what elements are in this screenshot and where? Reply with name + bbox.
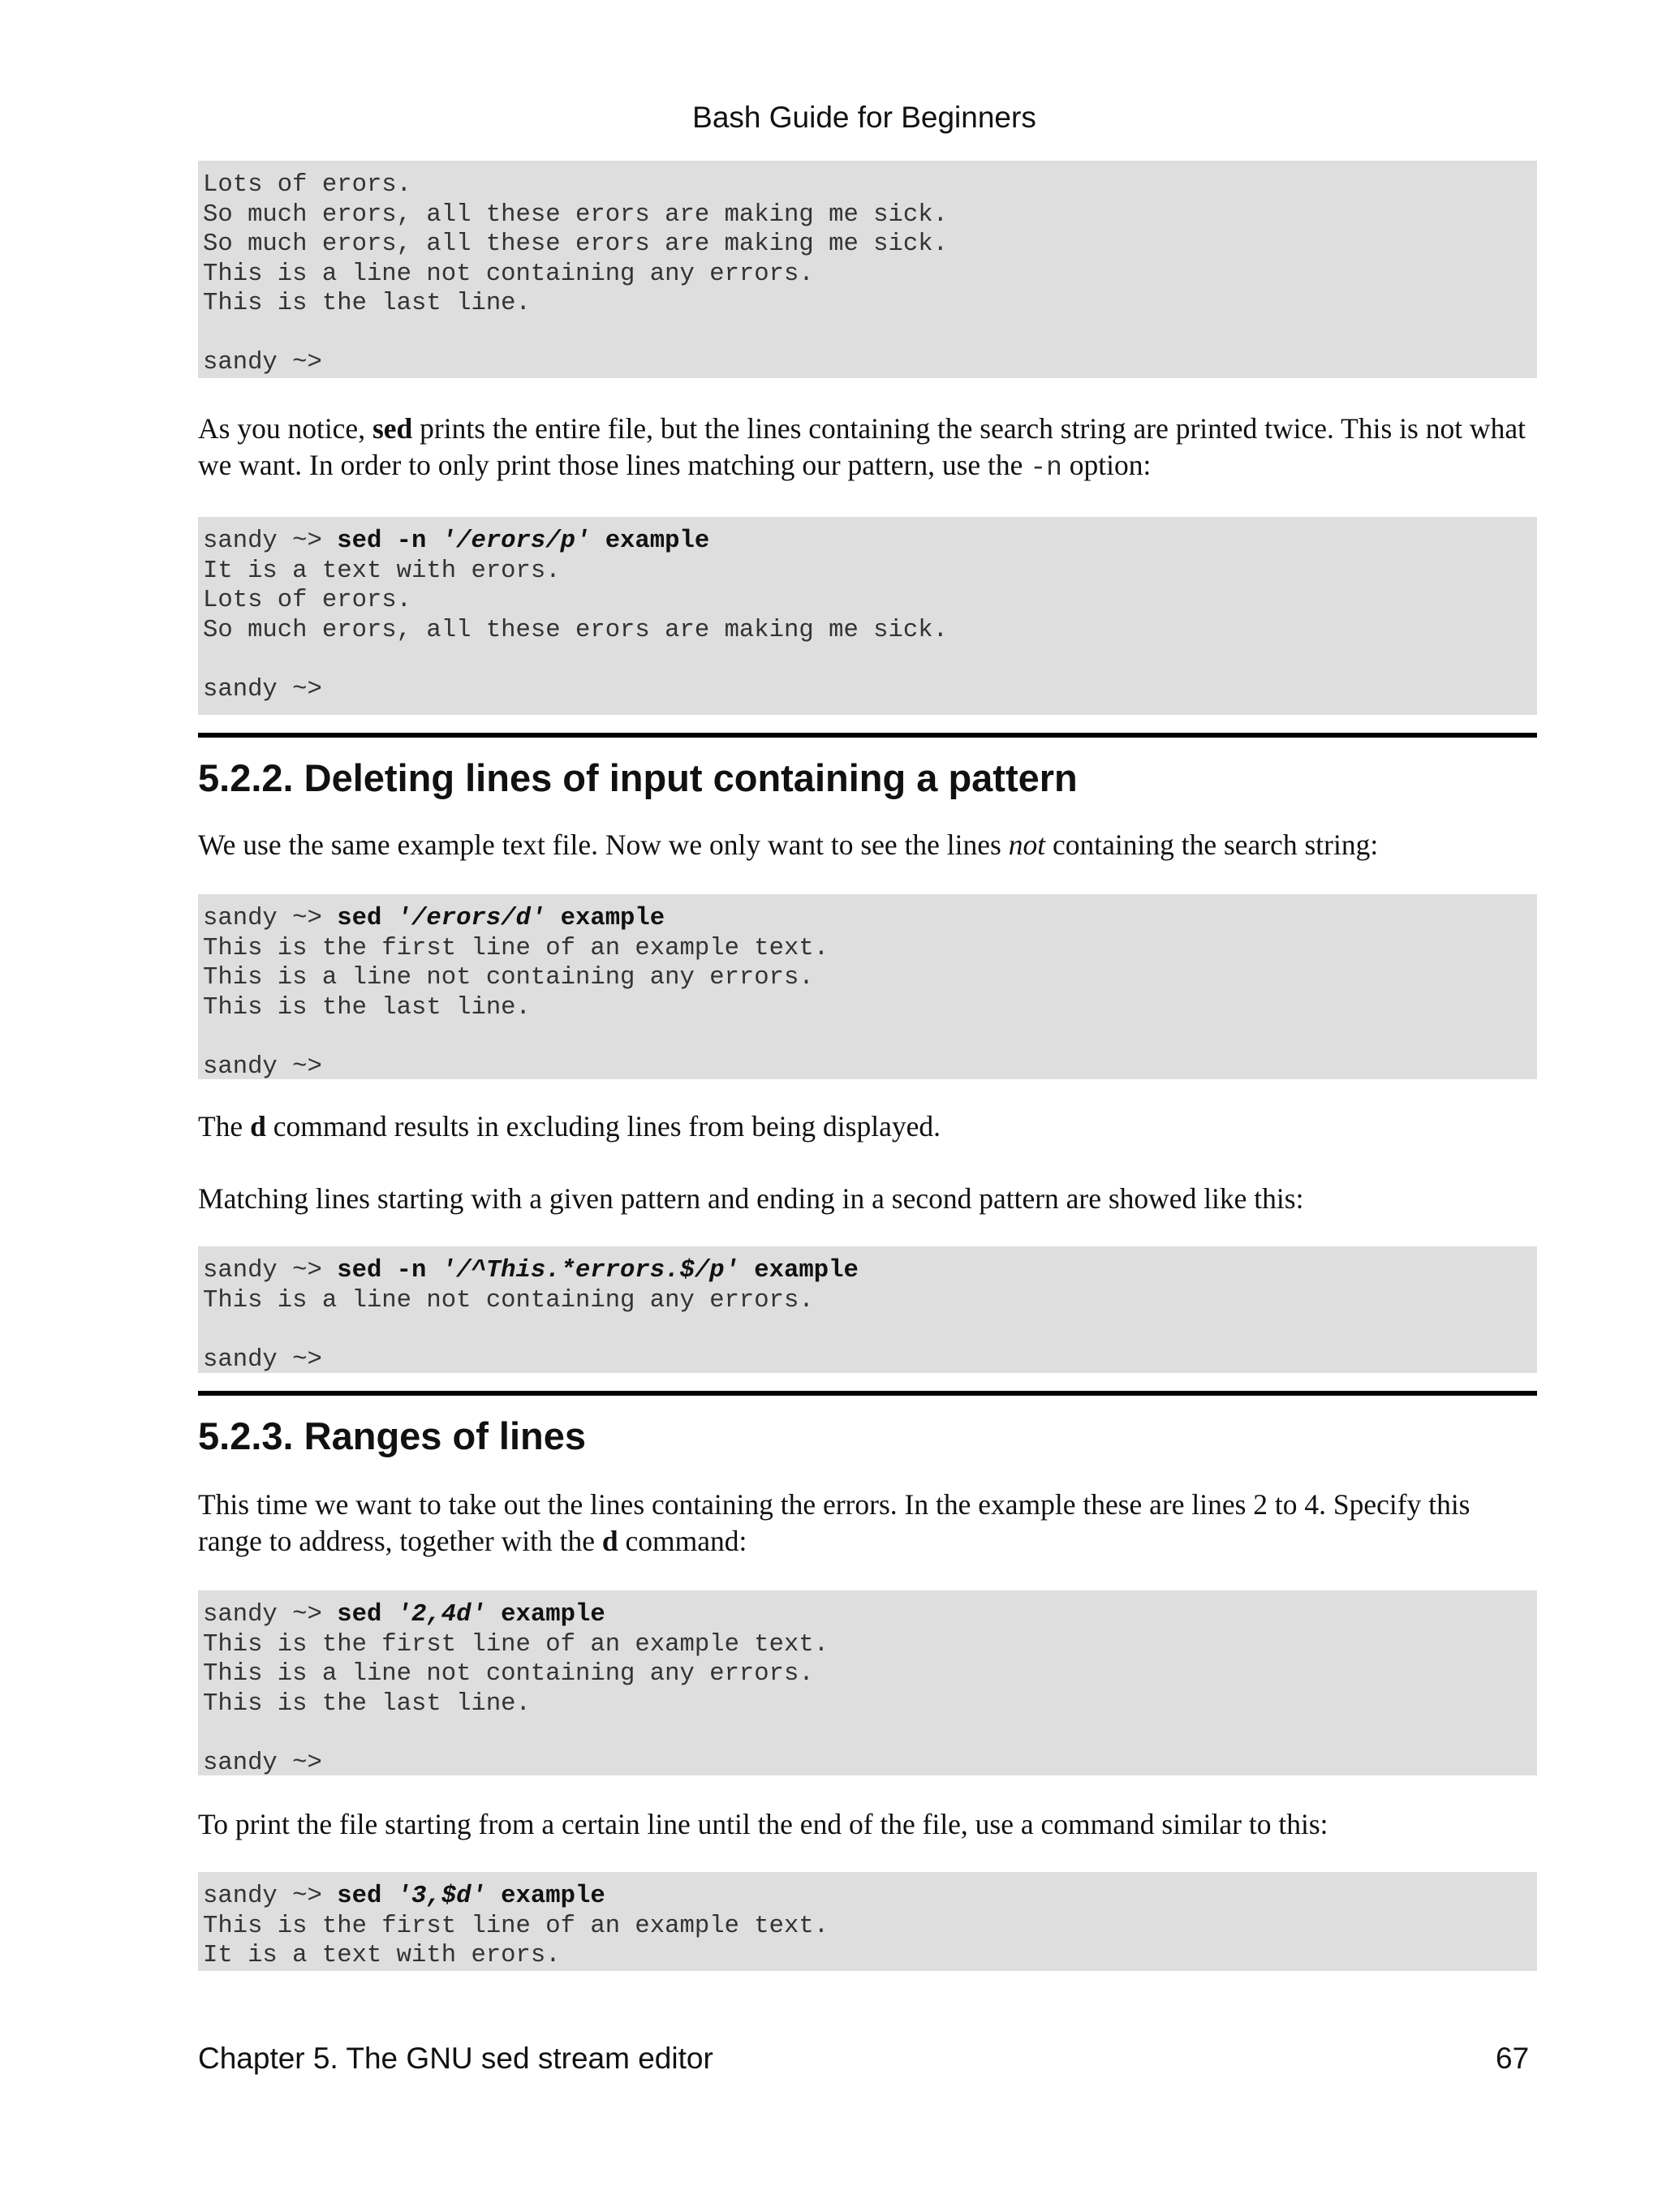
text-run: We use the same example text file. Now we only want to see the lines — [198, 828, 1009, 861]
inline-code-option: -n — [1030, 453, 1062, 483]
paragraph-same-example — [198, 827, 1537, 863]
text-run: command results in excluding lines from being displayed. — [265, 1110, 941, 1143]
page-content — [198, 161, 1537, 1971]
code-line: This is the first line of an example text. — [203, 1912, 829, 1940]
section-divider — [198, 1391, 1537, 1396]
code-line: This is a line not containing any errors. — [203, 1286, 814, 1315]
code-block-sed-regex-range — [198, 1246, 1537, 1373]
code-line: This is the first line of an example text. — [203, 1630, 829, 1659]
code-line: So much erors, all these erors are making me sick. — [203, 616, 948, 644]
command: sed -n — [337, 1257, 441, 1285]
code-line: So much erors, all these erors are making me sick. — [203, 230, 948, 258]
paragraph-matching-lines: Matching lines starting with a given pattern and ending in a second pattern are showed like this: — [198, 1182, 1304, 1215]
code-line: This is a line not containing any errors. — [203, 260, 814, 288]
paragraph-print-from-line: To print the file starting from a certain line until the end of the file, use a command similar to this: — [198, 1808, 1328, 1840]
command: example — [485, 1601, 605, 1629]
code-line: This is the last line. — [203, 290, 531, 317]
code-line: sandy ~> — [203, 1345, 322, 1373]
paragraph-d-command — [198, 1108, 1537, 1145]
text-run: The — [198, 1110, 251, 1143]
code-line: sandy ~> — [203, 675, 322, 704]
prompt: sandy ~> — [203, 905, 338, 932]
command-argument: '2,4d' — [396, 1601, 486, 1629]
code-line: sandy ~> — [203, 1052, 322, 1079]
command-argument: '3,$d' — [396, 1883, 486, 1910]
command: sed — [337, 1601, 397, 1629]
section-heading-5-2-2: 5.2.2. Deleting lines of input containing a pattern — [198, 756, 1078, 799]
command: example — [545, 905, 665, 932]
code-line: So much erors, all these erors are making me sick. — [203, 200, 948, 229]
code-line: This is the last line. — [203, 1689, 531, 1718]
footer-page-number: 67 — [1496, 2042, 1530, 2075]
text-run: command: — [618, 1525, 747, 1557]
code-line: sandy ~> — [203, 1749, 322, 1775]
bold-term-d: d — [601, 1525, 618, 1557]
text-run: prints the entire file, but the lines containing the search string are printed twice. This is not what we want. In order to only print those lines matching our pattern, use the — [198, 412, 1526, 481]
text-run: This time we want to take out the lines containing the errors. In the example these are lines 2 to 4. Specify this range to address, together with the — [198, 1488, 1470, 1557]
command: example — [485, 1883, 605, 1910]
emphasis-not: not — [1008, 828, 1046, 861]
code-line: This is a line not containing any errors. — [203, 1660, 814, 1688]
code-line: This is the last line. — [203, 993, 531, 1022]
prompt: sandy ~> — [203, 1601, 338, 1629]
text-run: As you notice, — [198, 412, 372, 445]
command: example — [590, 527, 710, 555]
prompt: sandy ~> — [203, 1257, 338, 1285]
code-block-sed-n-p — [198, 517, 1537, 715]
prompt: sandy ~> — [203, 527, 338, 555]
text-run: option: — [1061, 449, 1152, 481]
command: sed — [337, 905, 397, 932]
code-block-sed-2-4d — [198, 1590, 1537, 1775]
code-block-sed-d — [198, 894, 1537, 1079]
command: example — [738, 1257, 859, 1285]
code-line: Lots of erors. — [203, 171, 412, 199]
bold-term-d: d — [250, 1110, 266, 1143]
prompt: sandy ~> — [203, 1883, 338, 1910]
command: sed -n — [337, 527, 441, 555]
code-block-output-1 — [198, 161, 1537, 378]
command-argument: '/erors/d' — [396, 905, 546, 932]
footer-chapter-title: Chapter 5. The GNU sed stream editor — [198, 2042, 713, 2075]
code-block-sed-3-end-d — [198, 1872, 1537, 1971]
code-line: This is the first line of an example text. — [203, 934, 829, 962]
bold-term-sed: sed — [372, 412, 413, 445]
code-line: It is a text with erors. — [203, 557, 561, 585]
code-line: sandy ~> — [203, 349, 322, 377]
code-line: This is a line not containing any errors. — [203, 964, 814, 992]
section-divider — [198, 733, 1537, 738]
code-line: Lots of erors. — [203, 587, 412, 614]
command-argument: '/erors/p' — [441, 527, 591, 555]
command: sed — [337, 1883, 397, 1910]
text-run: containing the search string: — [1045, 828, 1379, 861]
paragraph-ranges — [198, 1487, 1537, 1560]
section-heading-5-2-3: 5.2.3. Ranges of lines — [198, 1414, 587, 1457]
code-line: It is a text with erors. — [203, 1942, 561, 1969]
running-header: Bash Guide for Beginners — [692, 101, 1036, 134]
paragraph-sed-prints-twice — [198, 411, 1537, 486]
command-argument: '/^This.*errors.$/p' — [441, 1257, 739, 1285]
